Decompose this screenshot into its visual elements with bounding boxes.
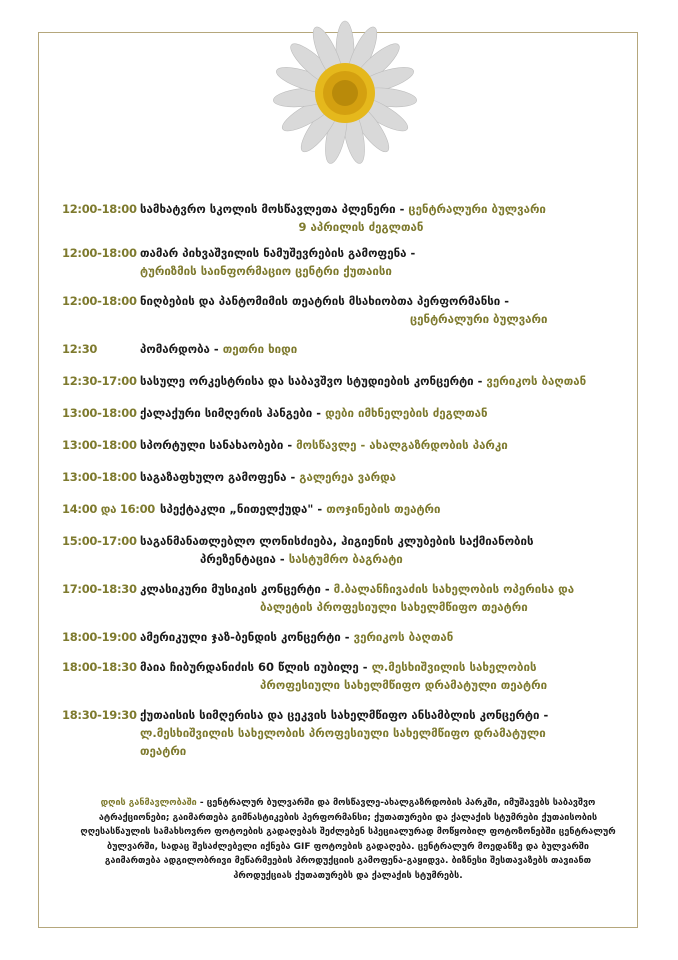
event-title: საგაზაფხულო გამოფენა - [140,470,296,484]
schedule-item [62,436,622,454]
event-title: პომარდობა - [140,342,219,356]
event-time: 12:00-18:00 [62,246,137,260]
schedule-item [62,628,622,646]
footer-note [78,796,618,883]
event-time: 12:00-18:00 [62,202,137,216]
event-title: ქუთაისის სიმღერისა და ცეკვის სახელმწიფო ანსამბლის კონცერტი - [140,708,549,722]
footer-text: - ცენტრალურ ბულვარში და მოსწავლე-ახალგაზრდობის პარკში, იმუშავებს საბავშვო ატრაქციონები; გაიმართება გიმნასტიკების პერფორმანსი; ქუთათურები და ქალაქის სტუმრები ქუთაისობის ღღესასწაულის სამახსოვრო ფოტოების გადაღებას შეძლებენ სპეციალურად მოწყობილ ფოტოზონებში ცენტრალურ ბულვარში, სადაც შესაძლებელი იქნება GIF ფოტოების გადაღება. ცენტრალურ მოედანზე და ბულვარში გაიმართება ადგილობრივი მეწარმეების პროდუქციის გამოფენა-გაყიდვა. ბიზნესი შესთავაზებს თავიანთ პროდუქციას ქუთათურებს და ქალაქის სტუმრებს. [80,798,616,881]
schedule-item [62,200,622,236]
event-place: დები იმხნელების ძეგლთან [325,406,488,420]
event-title-line2: პრეზენტაცია - [200,552,285,566]
event-time: 17:00-18:30 [62,582,137,596]
event-place: ლ.მესხიშვილის სახელობის [371,660,537,674]
event-title: ნიღბების და პანტომიმის თეატრის მსახიობთა პერფორმანსი - [140,294,510,308]
schedule-item [62,706,622,760]
event-time: 18:30-19:30 [62,708,137,722]
event-title: კლასიკური მუსიკის კონცერტი - [140,582,330,596]
schedule-item [62,292,622,328]
event-place: სასტუმრო ბაგრატი [288,552,403,566]
event-time: 18:00-19:00 [62,630,137,644]
event-place: თეთრი ხიდი [222,342,298,356]
schedule-item [62,532,622,568]
event-title: სამხატვრო სკოლის მოსწავლეთა პლენერი - [140,202,405,216]
event-place: ვერიკოს ბაღთან [353,630,454,644]
event-place: ცენტრალური ბულვარი [410,312,548,326]
event-time: 12:30 [62,342,98,356]
schedule-item [62,244,622,280]
sunflower-logo [270,18,420,168]
schedule-item [62,658,622,694]
schedule-item [62,468,622,486]
event-place: მოსწავლე - ახალგაზრდობის პარკი [296,438,508,452]
event-place: თოჯინების თეატრი [326,502,441,516]
event-title: საგანმანათლებლო ლონისძიება, ჰიგიენის კლუბების საქმიანობის [140,534,534,548]
schedule-item [62,404,622,422]
event-title: სპორტული სანახაობები - [140,438,293,452]
event-time: 15:00-17:00 [62,534,137,548]
event-title: სპექტაკლი „ნითელქუდა" - [160,502,323,516]
event-place: ტურიზმის საინფორმაციო ცენტრი ქუთაისი [140,264,392,278]
schedule-item [62,340,622,358]
schedule-item [62,372,622,390]
event-place-line2: ბალეტის პროფესიული სახელმწიფო თეატრი [260,600,528,614]
event-title: ქალაქური სიმღერის ჰანგები - [140,406,322,420]
event-place-line2: 9 აპრილის ძეგლთან [298,220,424,234]
event-time: 13:00-18:00 [62,470,137,484]
event-schedule [62,200,622,760]
footer-highlight: დღის განმავლობაში [100,798,197,808]
event-place-line2: ლ.მესხიშვილის სახელობის პროფესიული სახელმწიფო დრამატული თეატრი [140,726,546,758]
event-time: 12:30-17:00 [62,374,137,388]
event-title: ამერიკული ჯაზ-ბენდის კონცერტი - [140,630,350,644]
event-place: ვერიკოს ბაღთან [486,374,587,388]
schedule-item [62,500,622,518]
event-place: მ.ბალანჩივაძის სახელობის ოპერისა და [333,582,575,596]
event-place: გალერეა ვარდა [299,470,397,484]
event-place: ცენტრალური ბულვარი [408,202,546,216]
event-title: თამარ პიხვაშვილის ნამუშევრების გამოფენა - [140,246,416,260]
event-place-line2: პროფესიული სახელმწიფო დრამატული თეატრი [260,678,548,692]
event-title: მაია ჩიბურდანიძის 60 წლის იუბილე - [140,660,368,674]
event-time: 13:00-18:00 [62,438,137,452]
event-time: 18:00-18:30 [62,660,137,674]
event-time: 13:00-18:00 [62,406,137,420]
schedule-item [62,580,622,616]
event-title: სასულე ორკესტრისა და საბავშვო სტუდიების კონცერტი - [140,374,483,388]
event-time: 14:00 და 16:00 [62,502,155,516]
event-time: 12:00-18:00 [62,294,137,308]
